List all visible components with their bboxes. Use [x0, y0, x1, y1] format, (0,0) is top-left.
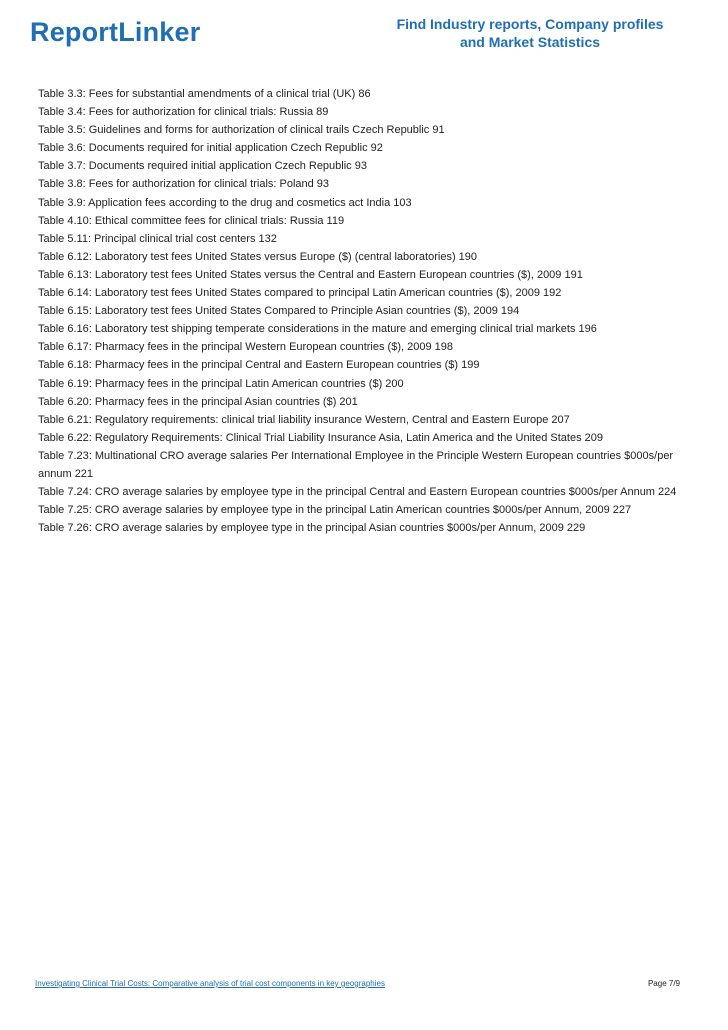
- table-entry: Table 6.15: Laboratory test fees United States Compared to Principle Asian countries ($), 2009 194: [38, 305, 520, 318]
- table-entry: Table 3.4: Fees for authorization for clinical trials: Russia 89: [38, 106, 329, 119]
- table-entry: Table 6.17: Pharmacy fees in the principal Western European countries ($), 2009 198: [38, 341, 453, 354]
- table-entry: Table 7.25: CRO average salaries by employee type in the principal Latin American countries $000s/per Annum, 2009 227: [38, 504, 632, 517]
- footer-report-title-link[interactable]: Investigating Clinical Trial Costs: Comparative analysis of trial cost components in key geographies: [35, 979, 385, 988]
- table-entry: Table 3.7: Documents required initial application Czech Republic 93: [38, 160, 367, 173]
- table-entry: Table 6.19: Pharmacy fees in the principal Latin American countries ($) 200: [38, 377, 404, 390]
- page-number: Page 7/9: [647, 979, 680, 988]
- table-entry: Table 3.8: Fees for authorization for clinical trials: Poland 93: [38, 178, 330, 191]
- table-entry: Table 7.24: CRO average salaries by employee type in the principal Central and Eastern European countries $000s/per Annum 224: [38, 486, 677, 499]
- table-entry: Table 6.13: Laboratory test fees United States versus the Central and Eastern European countries ($), 2009 191: [38, 268, 583, 281]
- table-entry: Table 6.22: Regulatory Requirements: Clinical Trial Liability Insurance Asia, Latin America and the United States 209: [38, 431, 603, 444]
- header-tagline: [380, 15, 680, 51]
- reportlinker-logo[interactable]: ReportLinker: [30, 17, 201, 47]
- table-entry: Table 5.11: Principal clinical trial cost centers 132: [38, 232, 277, 245]
- table-entry: Table 6.16: Laboratory test shipping temperate considerations in the mature and emerging clinical trial markets 196: [38, 323, 597, 336]
- table-entry: Table 6.14: Laboratory test fees United States compared to principal Latin American countries ($), 2009 192: [38, 287, 562, 300]
- table-entry: Table 3.3: Fees for substantial amendments of a clinical trial (UK) 86: [38, 88, 371, 100]
- table-entry: Table 6.18: Pharmacy fees in the principal Central and Eastern European countries ($) 199: [38, 359, 480, 372]
- table-entry: Table 3.6: Documents required for initial application Czech Republic 92: [38, 142, 383, 155]
- tagline-line-1: Find Industry reports, Company profiles: [396, 16, 664, 32]
- table-entry: Table 6.12: Laboratory test fees United States versus Europe ($) (central laboratories) 190: [38, 250, 478, 263]
- list-of-tables: [38, 85, 686, 537]
- table-entry: Table 6.20: Pharmacy fees in the principal Asian countries ($) 201: [38, 395, 358, 408]
- table-entry: Table 4.10: Ethical committee fees for clinical trials: Russia 119: [38, 214, 345, 227]
- table-entry: Table 7.26: CRO average salaries by employee type in the principal Asian countries $000s/per Annum, 2009 229: [38, 522, 586, 535]
- table-entry: Table 6.21: Regulatory requirements: clinical trial liability insurance Western, Central and Eastern Europe 207: [38, 413, 570, 426]
- tagline-line-2: and Market Statistics: [459, 34, 601, 50]
- table-entry: Table 7.23: Multinational CRO average salaries Per International Employee in the Principle Western European countries $000s/per annum 221: [38, 449, 674, 480]
- table-entry: Table 3.5: Guidelines and forms for authorization of clinical trails Czech Republic 91: [38, 124, 445, 137]
- table-entry: Table 3.9: Application fees according to the drug and cosmetics act India 103: [38, 196, 412, 209]
